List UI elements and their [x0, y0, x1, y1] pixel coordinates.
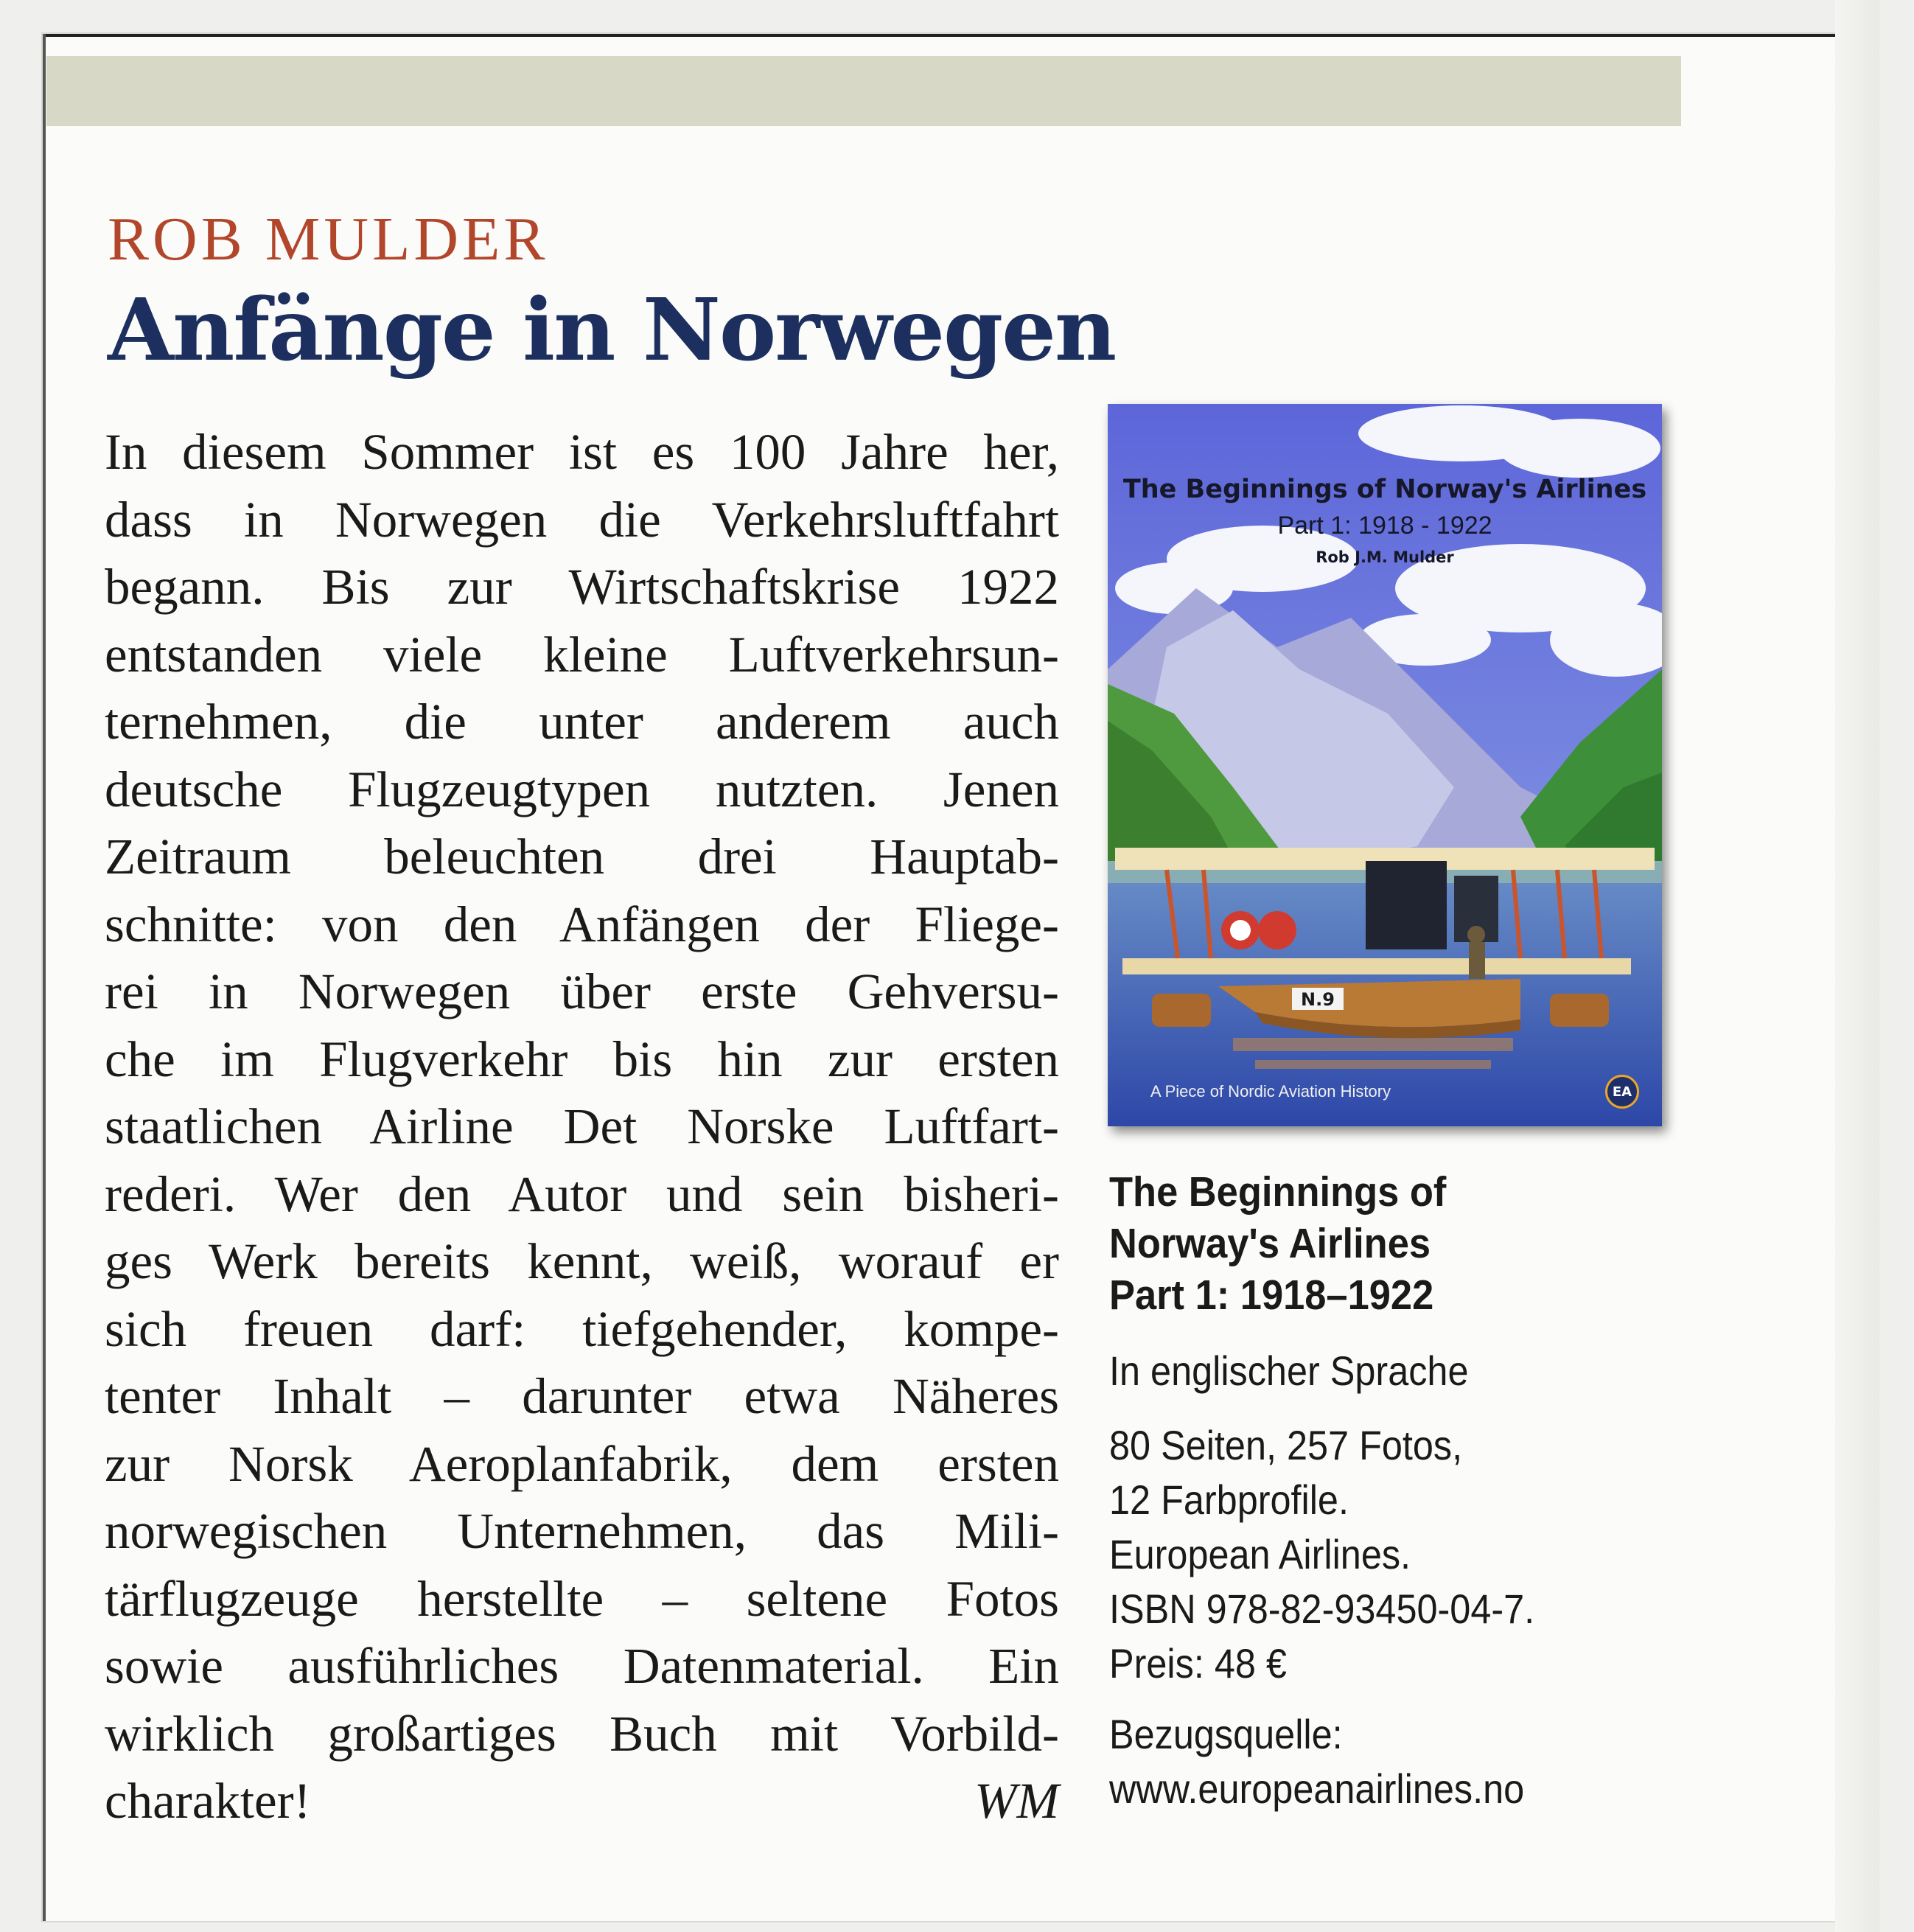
body-line: rei in Norwegen über erste Gehversu- — [105, 963, 1059, 1019]
book-title-line: The Beginnings of — [1109, 1168, 1447, 1216]
book-price: Preis: 48 € — [1109, 1640, 1287, 1687]
body-line: wirklich großartiges Buch mit Vorbild- — [105, 1705, 1059, 1762]
book-language: In englischer Sprache — [1109, 1347, 1469, 1394]
article-headline: Anfänge in Norwegen — [108, 280, 1116, 380]
article-author: ROB MULDER — [108, 205, 549, 273]
body-line: deutsche Flugzeugtypen nutzten. Jenen — [105, 761, 1059, 817]
body-line: schnitte: von den Anfängen der Fliege- — [105, 896, 1059, 952]
top-rule — [43, 34, 1878, 37]
book-details — [1109, 1418, 1613, 1691]
body-line: begann. Bis zur Wirtschaftskrise 1922 — [105, 559, 1059, 615]
book-title-line: Norway's Airlines — [1109, 1220, 1431, 1267]
book-source — [1109, 1707, 1613, 1816]
left-rule — [43, 34, 46, 1921]
body-line: tenter Inhalt – darunter etwa Näheres — [105, 1368, 1059, 1424]
magazine-page — [43, 34, 1878, 1921]
article-signature: WM — [974, 1773, 1059, 1829]
publisher-logo-icon: EA — [1605, 1075, 1639, 1109]
source-url: www.europeanairlines.no — [1109, 1765, 1525, 1812]
source-label: Bezugsquelle: — [1109, 1711, 1343, 1757]
body-line: sich freuen darf: tiefgehender, kompe- — [105, 1300, 1059, 1357]
book-detail-line: European Airlines. — [1109, 1531, 1411, 1577]
book-title — [1109, 1166, 1624, 1321]
body-line: ternehmen, die unter anderem auch — [105, 694, 1059, 750]
book-info — [1109, 1166, 1669, 1816]
page-edge — [1835, 0, 1879, 1932]
body-line: In diesem Sommer ist es 100 Jahre her, — [105, 424, 1059, 480]
body-line: charakter! — [105, 1773, 311, 1829]
body-line: zur Norsk Aeroplanfabrik, dem ersten — [105, 1435, 1059, 1492]
book-isbn: ISBN 978-82-93450-04-7. — [1109, 1586, 1535, 1632]
body-line: entstanden viele kleine Luftverkehrsun- — [105, 626, 1059, 683]
body-line: che im Flugverkehr bis hin zur ersten — [105, 1030, 1059, 1087]
article-body — [105, 419, 1059, 1835]
body-last-line — [105, 1768, 1059, 1835]
book-detail-line: 12 Farbprofile. — [1109, 1476, 1349, 1523]
body-line: Zeitraum beleuchten drei Hauptab- — [105, 829, 1059, 885]
cover-title: The Beginnings of Norway's Airlines — [1122, 475, 1647, 504]
book-detail-line: 80 Seiten, 257 Fotos, — [1109, 1422, 1463, 1468]
header-band — [46, 56, 1681, 126]
body-line: staatlichen Airline Det Norske Luftfart- — [105, 1098, 1059, 1154]
body-line: norwegischen Unternehmen, das Mili- — [105, 1503, 1059, 1559]
body-line: dass in Norwegen die Verkehrsluftfahrt — [105, 491, 1059, 548]
cover-tagline: A Piece of Nordic Aviation History — [1150, 1082, 1391, 1101]
body-line: rederi. Wer den Autor und sein bisheri- — [105, 1165, 1059, 1222]
cover-subtitle: Part 1: 1918 - 1922 — [1277, 512, 1492, 540]
body-line: tärflugzeuge herstellte – seltene Fotos — [105, 1570, 1059, 1627]
cover-author: Rob J.M. Mulder — [1316, 548, 1454, 566]
body-line: sowie ausführliches Datenmaterial. Ein — [105, 1638, 1059, 1694]
book-title-line: Part 1: 1918–1922 — [1109, 1272, 1434, 1319]
body-line: ges Werk bereits kennt, weiß, worauf er — [105, 1233, 1059, 1289]
aircraft-marking: N.9 — [1301, 989, 1335, 1010]
book-cover — [1108, 404, 1662, 1126]
